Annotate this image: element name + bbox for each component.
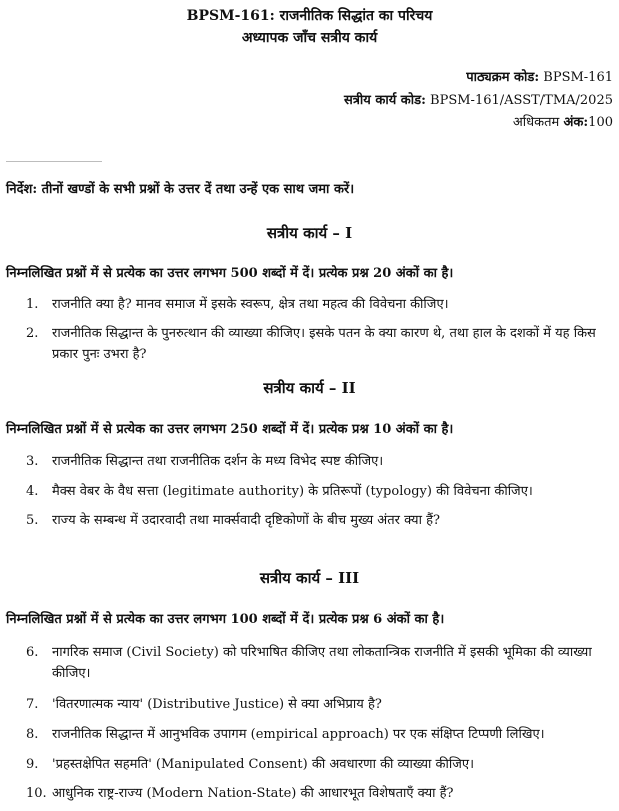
question-number: 4. (26, 484, 39, 499)
question-item (26, 642, 612, 684)
question-text: नागरिक समाज (Civil Society) को परिभाषित कीजिए तथा लोकतान्त्रिक राजनीति में इसकी भूमिका की व्याख्या कीजिए। (52, 645, 592, 681)
max-marks-value: 100 (588, 115, 613, 130)
question-number: 2. (26, 326, 39, 341)
assignment-code-value: BPSM-161/ASST/TMA/2025 (430, 93, 613, 108)
question-text: राजनीतिक सिद्धान्त के पुनरुत्थान की व्याख्या कीजिए। इसके पतन के क्या कारण थे, तथा हाल के दशकों में यह किस प्रकार पुनः उभरा है? (52, 326, 596, 362)
course-code-value: BPSM-161 (543, 70, 613, 85)
document-title: BPSM-161: राजनीतिक सिद्धांत का परिचय (186, 8, 433, 24)
question-number: 9. (26, 757, 39, 772)
question-item (26, 294, 612, 315)
section-3-instruction: निम्नलिखित प्रश्नों में से प्रत्येक का उत्तर लगभग 100 शब्दों में दें। प्रत्येक प्रश्न 6 अंकों का है। (6, 612, 445, 627)
question-text: राजनीतिक सिद्धान्त तथा राजनीतिक दर्शन के मध्य विभेद स्पष्ट कीजिए। (52, 454, 384, 469)
max-marks (513, 113, 613, 133)
course-code (466, 68, 613, 88)
question-number: 6. (26, 645, 39, 660)
question-text: मैक्स वेबर के वैध सत्ता (legitimate authority) के प्रतिरूपों (typology) की विवेचना कीजिए। (52, 484, 533, 499)
question-text: राजनीति क्या है? मानव समाज में इसके स्वरूप, क्षेत्र तथा महत्व की विवेचना कीजिए। (52, 297, 449, 312)
header-divider (6, 161, 102, 162)
general-instructions: निर्देश: तीनों खण्डों के सभी प्रश्नों के उत्तर दें तथा उन्हें एक साथ जमा करें। (6, 182, 355, 197)
assignment-code (344, 91, 613, 111)
question-text: 'प्रहस्तक्षेपित सहमति' (Manipulated Consent) की अवधारणा की व्याख्या कीजिए। (52, 757, 475, 772)
section-1-instruction: निम्नलिखित प्रश्नों में से प्रत्येक का उत्तर लगभग 500 शब्दों में दें। प्रत्येक प्रश्न 20 अंकों का है। (6, 266, 454, 281)
question-item (26, 510, 612, 531)
section-2-heading: सत्रीय कार्य – II (263, 379, 356, 397)
assignment-code-label: सत्रीय कार्य कोड: (343, 93, 426, 108)
question-text: राजनीतिक सिद्धान्त में आनुभविक उपागम (empirical approach) पर एक संक्षिप्त टिप्पणी लिखिए। (52, 727, 545, 742)
question-text: आधुनिक राष्ट्र-राज्य (Modern Nation-State) की आधारभूत विशेषताएँ क्या हैं? (52, 786, 454, 801)
question-item (26, 724, 612, 745)
question-item (26, 481, 612, 502)
question-item (26, 451, 612, 472)
question-number: 10. (26, 786, 47, 801)
question-number: 5. (26, 513, 39, 528)
section-3-heading: सत्रीय कार्य – III (259, 569, 360, 587)
section-2-instruction: निम्नलिखित प्रश्नों में से प्रत्येक का उत्तर लगभग 250 शब्दों में दें। प्रत्येक प्रश्न 10 अंकों का है। (6, 422, 454, 437)
question-text: राज्य के सम्बन्ध में उदारवादी तथा मार्क्सवादी दृष्टिकोणों के बीच मुख्य अंतर क्या हैं? (52, 513, 440, 528)
question-item (26, 754, 612, 775)
course-code-label: पाठ्यक्रम कोड: (466, 70, 540, 85)
question-text: 'वितरणात्मक न्याय' (Distributive Justice) से क्या अभिप्राय है? (52, 697, 382, 712)
question-item (26, 323, 612, 365)
question-number: 1. (26, 297, 39, 312)
document-subtitle: अध्यापक जाँच सत्रीय कार्य (241, 30, 378, 46)
question-number: 8. (26, 727, 39, 742)
max-marks-label-prefix: अधिकतम (512, 115, 560, 130)
question-number: 3. (26, 454, 39, 469)
question-item (26, 783, 612, 804)
question-item (26, 694, 612, 715)
question-number: 7. (26, 697, 39, 712)
section-1-heading: सत्रीय कार्य – I (266, 224, 353, 242)
max-marks-label: अंक: (563, 115, 589, 130)
